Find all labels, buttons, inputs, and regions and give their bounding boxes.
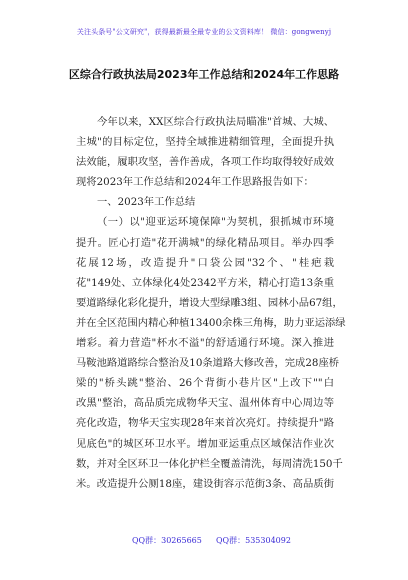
body-line: 提升。匠心打造"花开满城"的绿化精品项目。举办四季	[76, 236, 334, 249]
body-line: 亮化改造，物华天宝实现28年来首次亮灯。持续提升"路	[76, 417, 334, 430]
body-line: 梁的"桥头跳"整治、26个背街小巷片区"上改下""白	[76, 377, 334, 390]
body-line: 主城"的目标定位，坚持全域推进精细管理，全面提升执	[76, 136, 334, 149]
body-line: 花展12场，改造提升"口袋公园"32个、"桂疤栽	[76, 256, 334, 269]
body-line: 法效能，履职攻坚，善作善成，各项工作均取得较好成效	[76, 156, 334, 169]
footer-qq-group-left: QQ群：30265665	[132, 536, 202, 545]
body-line: 改黑"整治，高品质完成物华天宝、温州体育中心周边等	[76, 397, 334, 410]
section-heading: 一、2023年工作总结	[97, 196, 196, 209]
body-line: 增彩。着力营造"杯水不溢"的舒适通行环境。深入推进	[76, 337, 334, 350]
body-line: 数，并对全区环卫一体化护栏全覆盖清洗，每周清洗150千	[76, 457, 343, 470]
footer-qq-group-right: QQ群：535304092	[216, 536, 291, 545]
body-line: 马鞍池路道路综合整治及10条道路大修改善，完成28座桥	[76, 357, 340, 370]
body-line: 今年以来，XX区综合行政执法局瞄准"首城、大城、	[97, 116, 334, 128]
header-banner: 关注头条号"公文研究"，获得最新最全最专业的公文资料库！ 微信：gongwenyj	[76, 28, 332, 36]
footer	[0, 535, 408, 549]
body-line: 要道路绿化彩化提升，增设大型绿雕3组、园林小品67组，	[76, 296, 343, 309]
body-line: （一）以"迎亚运环境保障"为契机，狠抓城市环境	[97, 216, 334, 229]
document-title: 区综合行政执法局2023年工作总结和2024年工作思路	[68, 68, 340, 81]
body-line: 现将2023年工作总结和2024年工作思路报告如下：	[76, 176, 314, 189]
body-line: 并在全区范围内精心种植13400余株三角梅，助力亚运添绿	[76, 316, 346, 329]
body-line: 花"149处、立体绿化4处2342平方米，精心打造13条重	[76, 276, 334, 289]
document-body	[76, 112, 346, 494]
body-line: 米。改造提升公厕18座，建设街容示范街3条、高品质街	[76, 477, 334, 490]
body-line: 见底色"的城区环卫水平。增加亚运重点区域保洁作业次	[76, 437, 334, 450]
